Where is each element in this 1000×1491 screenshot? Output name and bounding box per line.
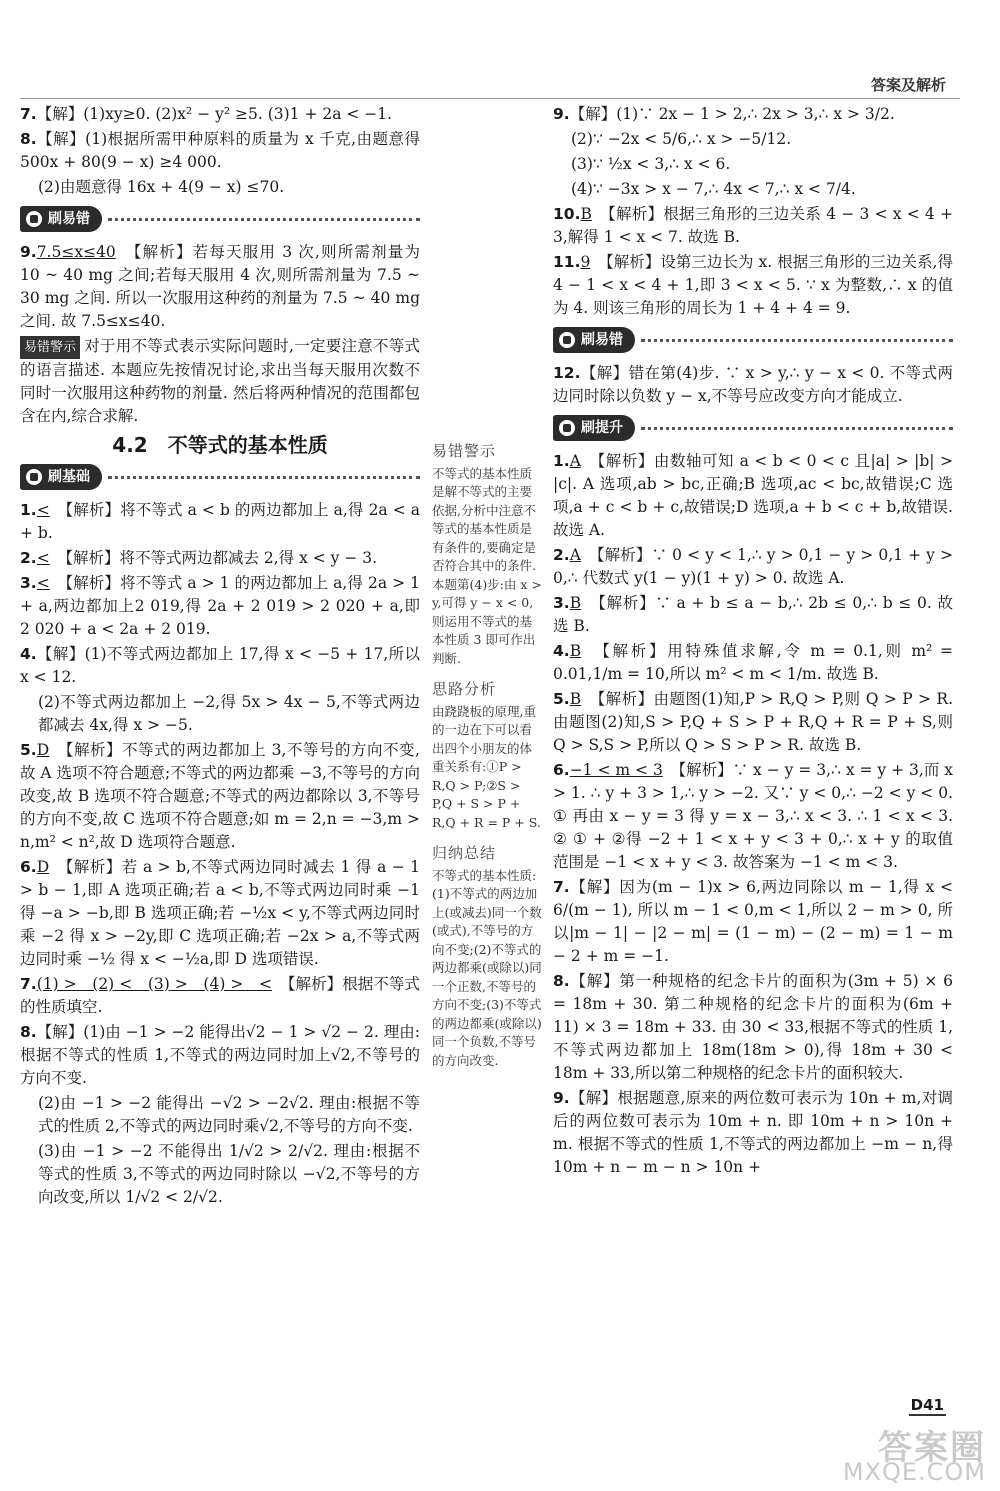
left-basic-item: (2)由 −1 > −2 能得出 −√2 > −2√2. 理由:根据不等式的性质 2,不等式的两边同时乘√2,不等号的方向不变. (38, 1094, 420, 1135)
right-advanced-item: 4.B 【解析】用特殊值求解,令 m = 0.1,则 m² = 0.01,1/m = 10,所以 m² < m < 1/m. 故选 B. (553, 642, 953, 683)
right-advanced-item: 6.−1 < m < 3 【解析】∵ x − y = 3,∴ x = y + 3,而 x > 1. ∴ y + 3 > 1,∴ y > −2. 又∵ y < 0,∴ −2 < y < 0. ① 再由 x − y = 3 得 y = x − 3,∴ x < 3. ∴ 1 < x < 3. ② ① + ②得 −2 + 1 < x + y < 3 + 0,∴ x + y 的取值范围是 −1 < x + y < 3. 故答案为 −1 < m < 3. (553, 761, 953, 871)
section-icon (559, 420, 575, 436)
warning-tag: 易错警示 (20, 336, 80, 359)
section-badge: 刷提升 (553, 415, 635, 441)
right-advanced-item: 3.B 【解析】∵ a + b ≤ a − b,∴ 2b ≤ 0,∴ b ≤ 0. 故选 B. (553, 594, 953, 635)
right-item-9-3: (3)∵ ½x < 3,∴ x < 6. (571, 155, 731, 173)
section-icon (26, 469, 42, 485)
section-badge: 刷易错 (553, 327, 635, 353)
right-item-10: 10.B 【解析】根据三角形的三边关系 4 − 3 < x < 4 + 3,解得 1 < x < 7. 故选 B. (553, 205, 953, 246)
side-notes (432, 438, 542, 1082)
section-badge: 刷易错 (20, 206, 102, 232)
left-item-9: 9.7.5≤x≤40 【解析】若每天服用 3 次,则所需剂量为 10 ~ 40 mg 之间;若每天服用 4 次,则所需剂量为 7.5 ~ 30 mg 之间. 所以一次服用这种药的剂量为 7.5 ~ 40 mg 之间. 故 7.5≤x≤40. (20, 243, 420, 330)
left-basic-item: 3.< 【解析】将不等式 a > 1 的两边都加上 a,得 2a > 1 + a,两边都加上2 019,得 2a + 2 019 > 2 020 + a,即 2 020 + a < 2a + 2 019. (20, 574, 420, 638)
left-basic-item: 5.D 【解析】不等式的两边都加上 3,不等号的方向不变,故 A 选项不符合题意;不等式的两边都乘 −3,不等号的方向改变,故 B 选项不符合题意;不等式的两边都除以 3,不等号的方向不变,故 C 选项不符合题意;如 m = 2,n = −3,m > n,m² < n²,故 D 选项符合题意. (20, 741, 420, 851)
section-badge: 刷基础 (20, 464, 102, 490)
dotted-divider (108, 476, 420, 479)
side-note-text: 不等式的基本性质是解不等式的主要依据,分析中注意不等式的基本性质是有条件的,要确定是否符合其中的条件. 本题第(4)步:由 x > y,可得 y − x < 0,则运用不等式的基本性质 3 即可作出判断. (432, 465, 542, 666)
side-note-text: 不等式的基本性质:(1)不等式的两边加上(或减去)同一个数(或式),不等号的方向不变;(2)不等式的两边都乘(或除以)同一个正数,不等号的方向不变;(3)不等式的两边都乘(或除以)同一个负数,不等号的方向改变. (432, 867, 542, 1068)
right-item-9: 9.【解】(1)∵ 2x − 1 > 2,∴ 2x > 3,∴ x > 3/2. (553, 105, 895, 123)
right-item-12: 12.【解】错在第(4)步. ∵ x > y,∴ y − x < 0. 不等式两边同时除以负数 y − x,不等号应改变方向才能成立. (553, 364, 953, 405)
warning-note: 易错警示 对于用不等式表示实际问题时,一定要注意不等式的语言描述. 本题应先按情况讨论,求出当每天服用次数不同时一次服用这种药物的剂量. 然后将两种情况的范围都包含在内,综合求解. (20, 337, 420, 425)
right-advanced-item: 2.A 【解析】∵ 0 < y < 1,∴ y > 0,1 − y > 0,1 + y > 0,∴ 代数式 y(1 − y)(1 + y) > 0. 故选 A. (553, 546, 953, 587)
page-header-title: 答案及解析 (870, 76, 946, 94)
page-number: D41 (910, 1396, 944, 1414)
section-bar-tisheng (553, 414, 953, 442)
left-basic-item: (3)由 −1 > −2 不能得出 1/√2 > 2/√2. 理由:根据不等式的性质 3,不等式的两边同时除以 −√2,不等号的方向改变,所以 1/√2 < 2/√2. (38, 1142, 420, 1206)
side-note-heading: 归纳总结 (432, 844, 497, 862)
right-item-9-2: (2)∵ −2x < 5/6,∴ x > −5/12. (571, 130, 792, 148)
dotted-divider (641, 427, 953, 430)
right-column (553, 103, 953, 1181)
dotted-divider (108, 218, 420, 221)
left-basic-item: 4.【解】(1)不等式两边都加上 17,得 x < −5 + 17,所以 x < 12. (20, 645, 420, 686)
section-bar-yicuo (20, 205, 420, 233)
left-basic-item: 7.(1) > (2) < (3) > (4) > < 【解析】根据不等式的性质填空. (20, 975, 420, 1016)
left-item-8: 8.【解】(1)根据所需甲种原料的质量为 x 千克,由题意得 500x + 80(9 − x) ≥4 000. (20, 130, 420, 171)
left-basic-item: 2.< 【解析】将不等式两边都减去 2,得 x < y − 3. (20, 549, 378, 567)
section-icon (559, 332, 575, 348)
right-advanced-item: 9.【解】根据题意,原来的两位数可表示为 10n + m,对调后的两位数可表示为 10m + n. 即 10m + n > 10n + m. 根据不等式的性质 1,不等式的两边都加上 −m − n,得 10m + n − m − n > 10n + (553, 1089, 953, 1176)
left-item-7: 7.【解】(1)xy≥0. (2)x² − y² ≥5. (3)1 + 2a < −1. (20, 105, 393, 123)
dotted-divider (641, 339, 953, 342)
side-note-heading: 思路分析 (432, 680, 497, 698)
right-item-11: 11.9 【解析】设第三边长为 x. 根据三角形的三边关系,得 4 − 1 < x < 4 + 1,即 3 < x < 5. ∵ x 为整数,∴ x 的值为 4. 则该三角形的周长为 1 + 4 + 4 = 9. (553, 253, 953, 317)
left-basic-item: 6.D 【解析】若 a > b,不等式两边同时减去 1 得 a − 1 > b − 1,即 A 选项正确;若 a < b,不等式两边同时乘 −1 得 −a > −b,即 B 选项正确;若 −½x < y,不等式两边同时乘 −2 得 x > −2y,即 C 选项正确;若 −2x > a,不等式两边同时乘 −½ 得 x < −½a,即 D 选项错误. (20, 858, 420, 968)
left-basic-item: 1.< 【解析】将不等式 a < b 的两边都加上 a,得 2a < a + b. (20, 501, 420, 542)
left-basic-item: 8.【解】(1)由 −1 > −2 能得出√2 − 1 > √2 − 2. 理由:根据不等式的性质 1,不等式的两边同时加上√2,不等号的方向不变. (20, 1023, 420, 1087)
side-note-heading: 易错警示 (432, 442, 497, 460)
section-icon (26, 211, 42, 227)
watermark-url: MXQE.COM (842, 1458, 986, 1486)
left-column (20, 103, 420, 1211)
right-advanced-item: 8.【解】第一种规格的纪念卡片的面积为(3m + 5) × 6 = 18m + 30. 第二种规格的纪念卡片的面积为(6m + 11) × 3 = 18m + 33. 由 30 < 33,根据不等式的性质 1,不等式两边都加上 18m(18m > 0),得 18m + 30 < 18m + 33,所以第二种规格的纪念卡片的面积较大. (553, 972, 953, 1082)
section-bar-yicuo-right (553, 326, 953, 354)
section-title: 4.2 不等式的基本性质 (112, 433, 328, 457)
side-note-text: 由跷跷板的原理,重的一边在下可以看出四个小朋友的体重关系有:①P > R,Q > P;②S > P,Q + S > P + R,Q + R = P + S. (432, 703, 541, 830)
right-item-9-4: (4)∵ −3x > x − 7,∴ 4x < 7,∴ x < 7/4. (571, 180, 856, 198)
left-item-8-2: (2)由题意得 16x + 4(9 − x) ≤70. (38, 178, 285, 196)
watermark-logo: 答案圈 (878, 1428, 986, 1468)
section-bar-jichu (20, 463, 420, 491)
right-advanced-item: 5.B 【解析】由题图(1)知,P > R,Q > P,则 Q > P > R. 由题图(2)知,S > P,Q + S > P + R,Q + R = P + S,则 Q > S,S > P,所以 Q > S > P > R. 故选 B. (553, 690, 953, 754)
right-advanced-item: 7.【解】因为(m − 1)x > 6,两边同除以 m − 1,得 x < 6/(m − 1), 所以 m − 1 < 0,m < 1,所以 2 − m > 0, 所以|m − 1| − |2 − m| = (1 − m) − (2 − m) = 1 − m − 2 + m = −1. (553, 878, 953, 965)
right-advanced-item: 1.A 【解析】由数轴可知 a < b < 0 < c 且|a| > |b| > |c|. A 选项,ab > bc,正确;B 选项,ac < bc,故错误;C 选项,a + c < b + c,故错误;D 选项,a + b < c + b,故错误. 故选 A. (553, 452, 953, 539)
header-divider (20, 98, 960, 99)
left-basic-item: (2)不等式两边都加上 −2,得 5x > 4x − 5,不等式两边都减去 4x,得 x > −5. (38, 693, 420, 734)
